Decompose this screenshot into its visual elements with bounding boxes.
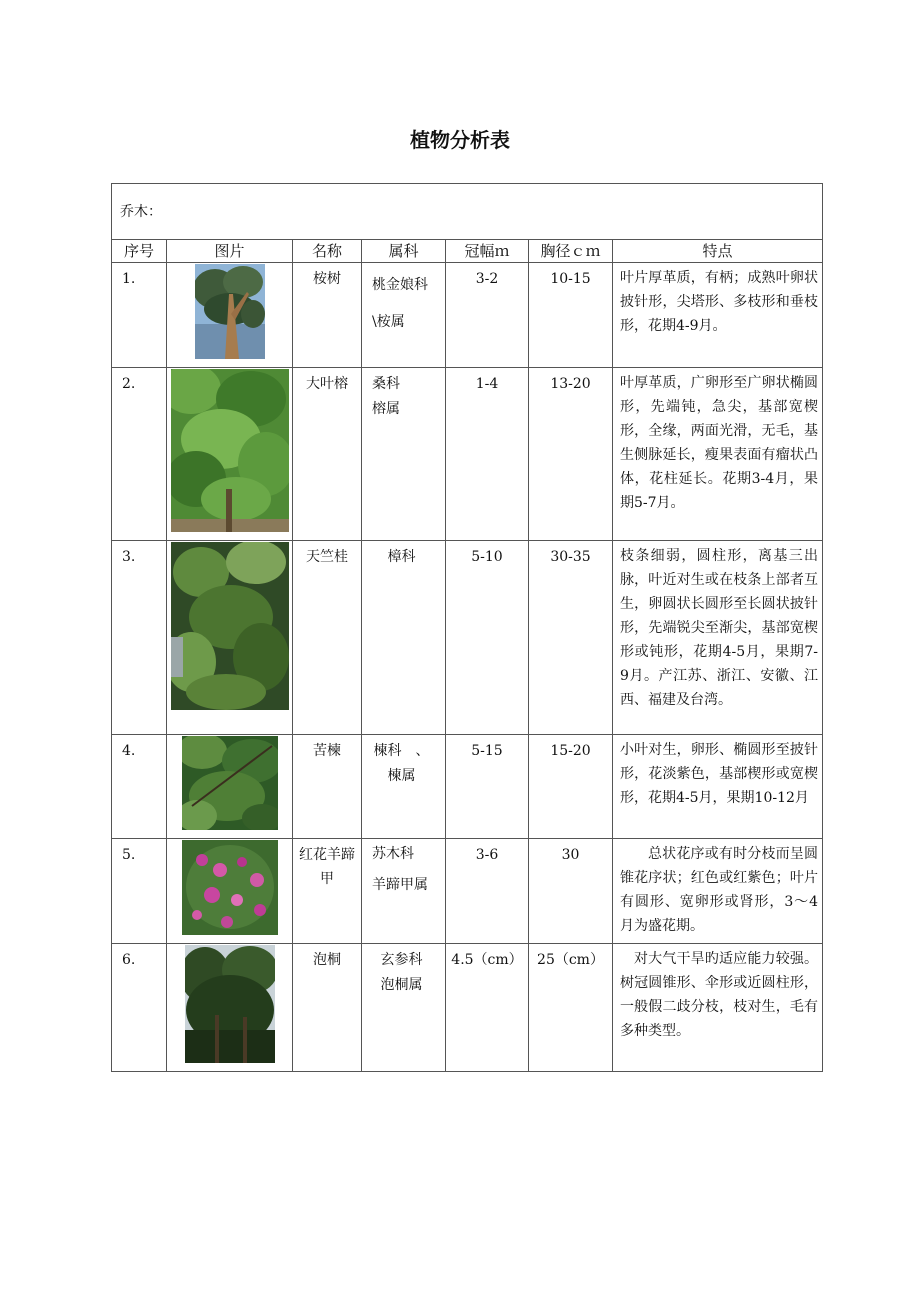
row-seq: 4. [112, 735, 167, 839]
table-row [112, 541, 823, 735]
row-crown: 3-2 [446, 263, 529, 368]
row-seq: 6. [112, 944, 167, 1072]
row-features: 叶片厚革质，有柄；成熟叶卵状披针形，尖塔形、多枝形和垂枝形，花期4-9月。 [613, 263, 823, 368]
row-features: 总状花序或有时分枝而呈圆锥花序状；红色或红紫色；叶片有圆形、宽卵形或肾形，3～4月为盛花期。 [613, 839, 823, 944]
plant-table [111, 183, 823, 1072]
row-name: 泡桐 [293, 944, 362, 1072]
row-dbh: 15-20 [529, 735, 613, 839]
table-row [112, 368, 823, 541]
row-name: 天竺桂 [293, 541, 362, 735]
row-family: 桑科 榕属 [362, 368, 446, 541]
row-seq: 1. [112, 263, 167, 368]
big-leaf-banyan-photo [171, 369, 289, 532]
table-row [112, 735, 823, 839]
row-dbh: 30 [529, 839, 613, 944]
header-photo: 图片 [167, 240, 293, 263]
table-row [112, 263, 823, 368]
row-dbh: 30-35 [529, 541, 613, 735]
row-features: 枝条细弱，圆柱形，离基三出脉，叶近对生或在枝条上部者互生，卵圆状长圆形至长圆状披针形，先端锐尖至渐尖，基部宽楔形或钝形，花期4-5月，果期7-9月。产江苏、浙江、安徽、江西、福建及台湾。 [613, 541, 823, 735]
cinnamomum-photo [171, 542, 289, 710]
row-dbh: 13-20 [529, 368, 613, 541]
row-crown: 5-15 [446, 735, 529, 839]
row-name: 苦楝 [293, 735, 362, 839]
header-features: 特点 [613, 240, 823, 263]
row-crown: 4.5（cm） [446, 944, 529, 1072]
row-features: 叶厚革质，广卵形至广卵状椭圆形，先端钝，急尖，基部宽楔形，全缘，两面光滑，无毛，基生侧脉延长，瘦果表面有瘤状凸体，花柱延长。花期3-4月，果期5-7月。 [613, 368, 823, 541]
header-seq: 序号 [112, 240, 167, 263]
row-family: 苏木科 羊蹄甲属 [362, 839, 446, 944]
header-dbh: 胸径ｃｍ [529, 240, 613, 263]
header-name: 名称 [293, 240, 362, 263]
row-seq: 2. [112, 368, 167, 541]
chinaberry-photo [182, 736, 278, 830]
header-family: 属科 [362, 240, 446, 263]
row-family: 桃金娘科\桉属 [362, 263, 446, 368]
row-seq: 5. [112, 839, 167, 944]
page-title: 植物分析表 [410, 128, 510, 152]
bauhinia-photo [182, 840, 278, 935]
table-row [112, 944, 823, 1072]
row-crown: 5-10 [446, 541, 529, 735]
section-heading: 乔木： [112, 184, 823, 240]
row-name: 桉树 [293, 263, 362, 368]
row-family: 楝科 、 楝属 [362, 735, 446, 839]
row-crown: 1-4 [446, 368, 529, 541]
row-family: 玄参科 泡桐属 [362, 944, 446, 1072]
eucalyptus-photo [195, 264, 265, 359]
row-features: 对大气干旱旳适应能力较强。树冠圆锥形、伞形或近圆柱形，一般假二歧分枝，枝对生，毛有多种类型。 [613, 944, 823, 1072]
row-features: 小叶对生，卵形、椭圆形至披针形，花淡紫色，基部楔形或宽楔形，花期4-5月，果期10-12月 [613, 735, 823, 839]
table-header-row [112, 240, 823, 263]
row-family: 樟科 [362, 541, 446, 735]
row-name: 红花羊蹄甲 [293, 839, 362, 944]
paulownia-photo [185, 945, 275, 1063]
row-dbh: 25（cm） [529, 944, 613, 1072]
row-dbh: 10-15 [529, 263, 613, 368]
table-row [112, 839, 823, 944]
row-seq: 3. [112, 541, 167, 735]
row-name: 大叶榕 [293, 368, 362, 541]
row-crown: 3-6 [446, 839, 529, 944]
header-crown: 冠幅ｍ [446, 240, 529, 263]
